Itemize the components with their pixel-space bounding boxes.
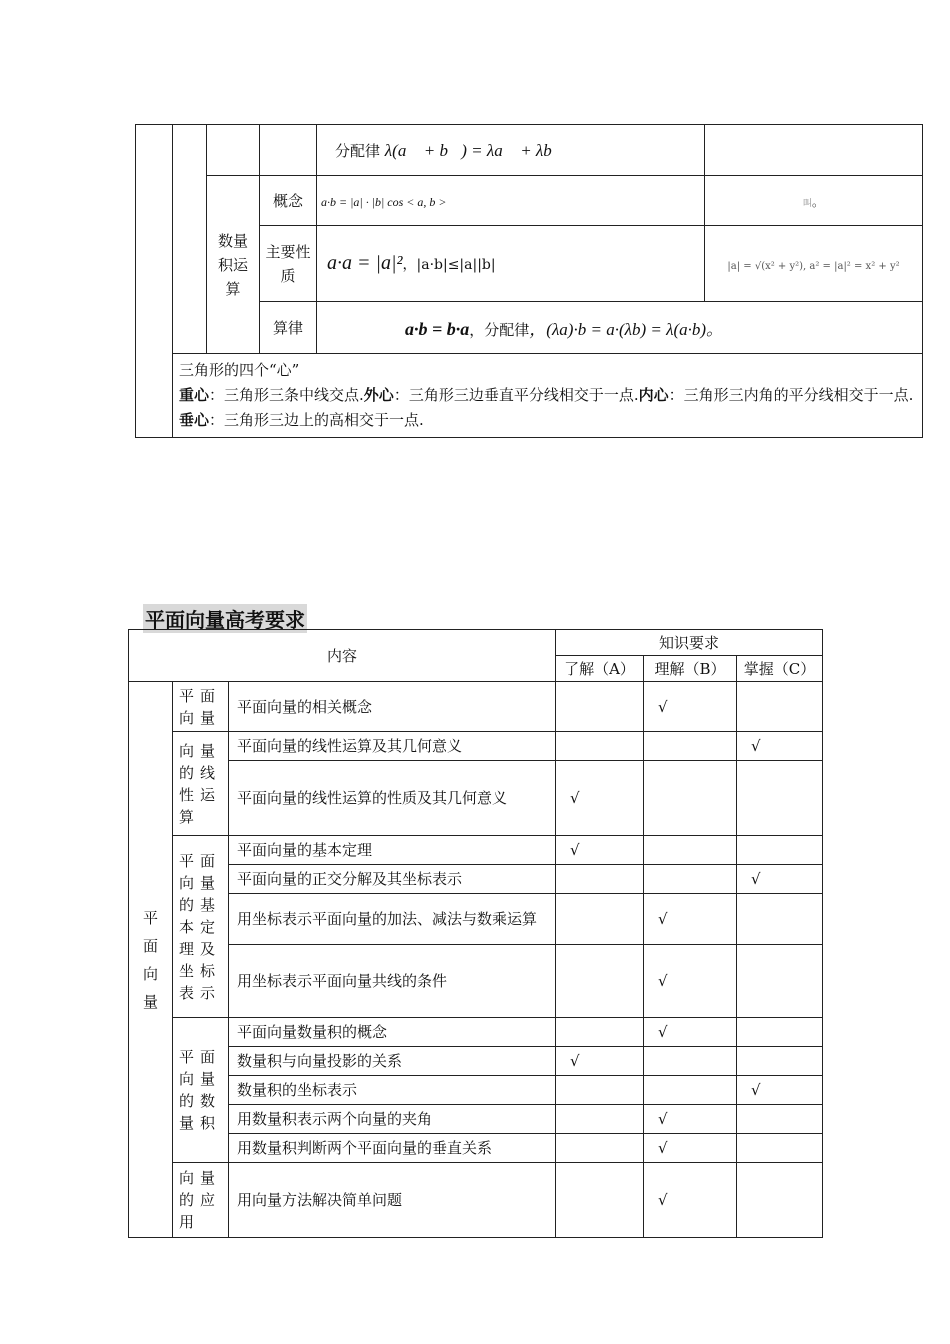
incenter-text: ：三角形三内角的平分线相交于一点.: [668, 386, 914, 404]
level-c-cell: [737, 1163, 823, 1238]
orthocenter-text: ：三角形三边上的高相交于一点.: [209, 411, 424, 429]
property-formula-2: ，|a·b|≤|a||b|: [402, 257, 496, 273]
item-text: 用数量积判断两个平面向量的垂直关系: [229, 1134, 556, 1163]
property-cell: [317, 226, 705, 302]
table-row: [129, 836, 823, 865]
item-text: 平面向量的线性运算的性质及其几何意义: [229, 761, 556, 836]
table-row: [129, 865, 823, 894]
empty-cell: [207, 125, 260, 176]
requirements-table: [128, 629, 823, 1238]
level-b-header: 理解（B）: [644, 656, 737, 682]
level-c-cell: [737, 1018, 823, 1047]
circumcenter-label: 外心: [363, 386, 394, 404]
law-cell: [317, 302, 923, 354]
knowledge-header: 知识要求: [556, 630, 823, 656]
level-a-cell: [556, 682, 644, 732]
level-a-cell: √: [556, 836, 644, 865]
vector-operations-table: [135, 124, 923, 438]
concept-cell: [317, 176, 705, 226]
level-b-cell: [644, 836, 737, 865]
table-row: [129, 1076, 823, 1105]
level-a-cell: [556, 945, 644, 1018]
level-b-cell: √: [644, 1018, 737, 1047]
table-row: [129, 682, 823, 732]
incenter-label: 内心: [638, 386, 669, 404]
item-text: 用坐标表示平面向量共线的条件: [229, 945, 556, 1018]
item-text: 平面向量的相关概念: [229, 682, 556, 732]
level-b-cell: [644, 732, 737, 761]
group-name: 平面向量的基本定理及坐标表示: [173, 836, 229, 1018]
level-c-cell: [737, 761, 823, 836]
concept-note: 叫: [802, 198, 812, 209]
level-b-cell: √: [644, 1134, 737, 1163]
level-b-cell: [644, 1076, 737, 1105]
group-name: 平面向量的数量积: [173, 1018, 229, 1163]
level-b-cell: √: [644, 894, 737, 945]
concept-note-cell: [705, 176, 923, 226]
item-text: 用向量方法解决简单问题: [229, 1163, 556, 1238]
level-a-cell: [556, 894, 644, 945]
table-row: [129, 1047, 823, 1076]
group-name: 平面向量: [173, 682, 229, 732]
centers-text: [179, 383, 916, 433]
level-a-cell: [556, 1163, 644, 1238]
level-c-cell: [737, 1134, 823, 1163]
property-label: 主要性质: [265, 242, 311, 285]
table-row: [129, 894, 823, 945]
level-c-header: 掌握（C）: [737, 656, 823, 682]
level-c-cell: [737, 836, 823, 865]
outer-col-1: [136, 125, 173, 438]
empty-cell: [705, 125, 923, 176]
level-c-cell: √: [737, 1076, 823, 1105]
law-formula-2: ，(λa)·b = a·(λb) = λ(a·b)。: [529, 320, 724, 339]
group-name: 向量的应用: [173, 1163, 229, 1238]
table-row: [129, 945, 823, 1018]
law-formula-1: a·b = b·a: [405, 319, 470, 339]
main-topic: 平面向量: [129, 682, 173, 1238]
level-c-cell: [737, 894, 823, 945]
item-text: 平面向量的基本定理: [229, 836, 556, 865]
item-text: 平面向量的线性运算及其几何意义: [229, 732, 556, 761]
item-text: 用数量积表示两个向量的夹角: [229, 1105, 556, 1134]
distributive-formula: λ(a⃗ + b⃗) = λa⃗ + λb⃗: [384, 140, 566, 160]
centroid-label: 重心: [179, 386, 210, 404]
level-a-cell: √: [556, 1047, 644, 1076]
centers-title: 三角形的四个“心”: [179, 361, 300, 379]
item-text: 平面向量数量积的概念: [229, 1018, 556, 1047]
property-label-cell: [260, 226, 317, 302]
property-formula-1: a·a = |a|²: [327, 252, 403, 274]
orthocenter-label: 垂心: [179, 411, 210, 429]
table-row: [129, 1163, 823, 1238]
item-text: 平面向量的正交分解及其坐标表示: [229, 865, 556, 894]
section-heading: 平面向量高考要求: [143, 604, 307, 633]
level-b-cell: √: [644, 945, 737, 1018]
level-a-cell: [556, 1105, 644, 1134]
circumcenter-text: ：三角形三边垂直平分线相交于一点.: [393, 386, 639, 404]
level-c-cell: √: [737, 732, 823, 761]
level-a-cell: √: [556, 761, 644, 836]
level-c-cell: [737, 1047, 823, 1076]
concept-formula: a·b = |a| · |b| cos < a, b >: [321, 194, 447, 209]
level-c-cell: [737, 945, 823, 1018]
table-row: [129, 732, 823, 761]
law-mid: ，分配律: [469, 321, 530, 339]
level-a-cell: [556, 865, 644, 894]
level-a-cell: [556, 732, 644, 761]
dot-section-label: 数量积运算: [217, 231, 248, 298]
item-text: 数量积的坐标表示: [229, 1076, 556, 1105]
distributive-label: 分配律: [335, 141, 381, 160]
level-a-header: 了解（A）: [556, 656, 644, 682]
level-b-cell: [644, 1047, 737, 1076]
distributive-cell: [317, 125, 705, 176]
table-row: [129, 1018, 823, 1047]
level-c-cell: [737, 682, 823, 732]
property-note-cell: [705, 226, 923, 302]
level-b-cell: √: [644, 682, 737, 732]
table-row: [129, 761, 823, 836]
table-row: [129, 1105, 823, 1134]
level-c-cell: [737, 1105, 823, 1134]
triangle-centers-cell: [173, 354, 923, 438]
concept-tail: 。: [812, 194, 825, 209]
outer-col-2: [173, 125, 207, 354]
level-b-cell: [644, 761, 737, 836]
content-header: 内容: [129, 630, 556, 682]
item-text: 用坐标表示平面向量的加法、减法与数乘运算: [229, 894, 556, 945]
level-a-cell: [556, 1076, 644, 1105]
level-a-cell: [556, 1134, 644, 1163]
law-label: 算律: [260, 302, 317, 354]
level-b-cell: √: [644, 1105, 737, 1134]
group-name: 向量的线性运算: [173, 732, 229, 836]
dot-product-section: [207, 176, 260, 354]
level-b-cell: [644, 865, 737, 894]
concept-label: 概念: [260, 176, 317, 226]
level-a-cell: [556, 1018, 644, 1047]
centroid-text: ：三角形三条中线交点.: [209, 386, 364, 404]
table-row: [129, 1134, 823, 1163]
item-text: 数量积与向量投影的关系: [229, 1047, 556, 1076]
empty-cell: [260, 125, 317, 176]
property-note: |a| = √(x² + y²), a² = |a|² = x² + y²: [727, 260, 900, 272]
level-b-cell: √: [644, 1163, 737, 1238]
level-c-cell: √: [737, 865, 823, 894]
